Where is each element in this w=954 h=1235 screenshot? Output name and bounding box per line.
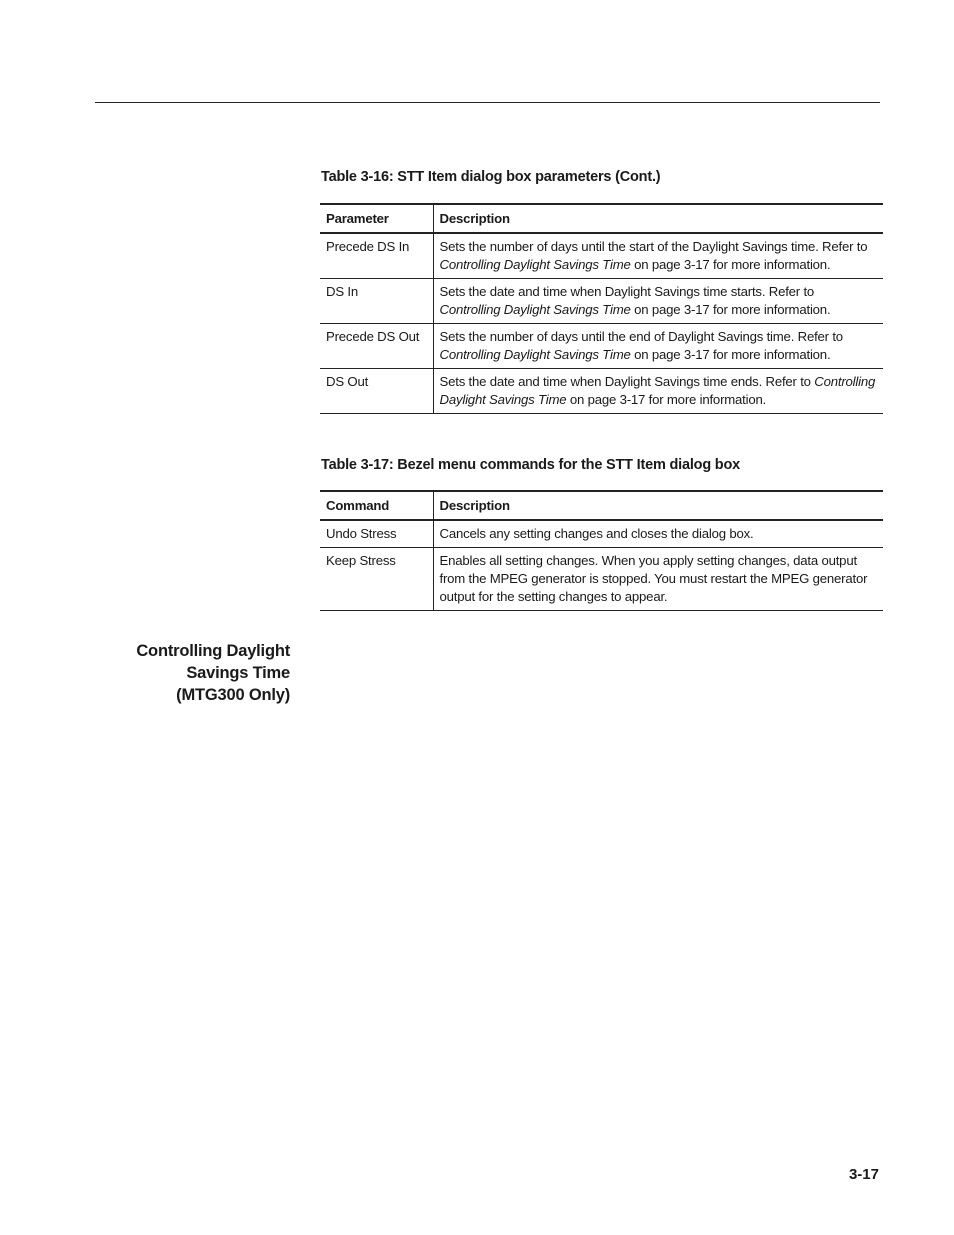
- header-rule: [95, 102, 880, 103]
- table-row: [320, 279, 883, 324]
- table-header-row: [320, 204, 883, 233]
- page-number: 3-17: [848, 1166, 879, 1183]
- description-cell: Cancels any setting changes and closes the dialog box.: [433, 520, 883, 548]
- table-row: [320, 369, 883, 414]
- column-header-command: Command: [320, 491, 433, 520]
- cross-reference: Controlling Daylight Savings Time: [439, 257, 631, 272]
- description-cell: Sets the number of days until the start of the Daylight Savings time. Refer to Controlling Daylight Savings Time on page 3-17 for more information.: [433, 233, 883, 279]
- bezel-commands-table: [320, 490, 883, 611]
- stt-parameters-table: [320, 203, 883, 414]
- table-row: [320, 520, 883, 548]
- command-cell: Keep Stress: [320, 548, 433, 611]
- column-header-parameter: Parameter: [320, 204, 433, 233]
- parameter-cell: Precede DS Out: [320, 324, 433, 369]
- parameter-cell: DS In: [320, 279, 433, 324]
- description-cell: Sets the number of days until the end of Daylight Savings time. Refer to Controlling Daylight Savings Time on page 3-17 for more information.: [433, 324, 883, 369]
- table-3-16-caption: Table 3-16: STT Item dialog box parameters (Cont.): [321, 169, 661, 185]
- section-heading: Controlling Daylight Savings Time (MTG300 Only): [136, 642, 290, 704]
- description-cell: Sets the date and time when Daylight Savings time ends. Refer to Controlling Daylight Savings Time on page 3-17 for more information.: [433, 369, 883, 414]
- description-cell: Enables all setting changes. When you apply setting changes, data output from the MPEG generator is stopped. You must restart the MPEG generator output for the setting changes to appear.: [433, 548, 883, 611]
- parameter-cell: DS Out: [320, 369, 433, 414]
- command-cell: Undo Stress: [320, 520, 433, 548]
- table-3-17-caption: Table 3-17: Bezel menu commands for the STT Item dialog box: [321, 457, 740, 473]
- table-header-row: [320, 491, 883, 520]
- cross-reference: Controlling Daylight Savings Time: [439, 302, 631, 317]
- cross-reference: Controlling Daylight Savings Time: [439, 374, 876, 407]
- column-header-description: Description: [433, 491, 883, 520]
- cross-reference: Controlling Daylight Savings Time: [439, 347, 631, 362]
- table-row: [320, 324, 883, 369]
- description-cell: Sets the date and time when Daylight Savings time starts. Refer to Controlling Daylight Savings Time on page 3-17 for more information.: [433, 279, 883, 324]
- table-row: [320, 233, 883, 279]
- column-header-description: Description: [433, 204, 883, 233]
- parameter-cell: Precede DS In: [320, 233, 433, 279]
- table-row: [320, 548, 883, 611]
